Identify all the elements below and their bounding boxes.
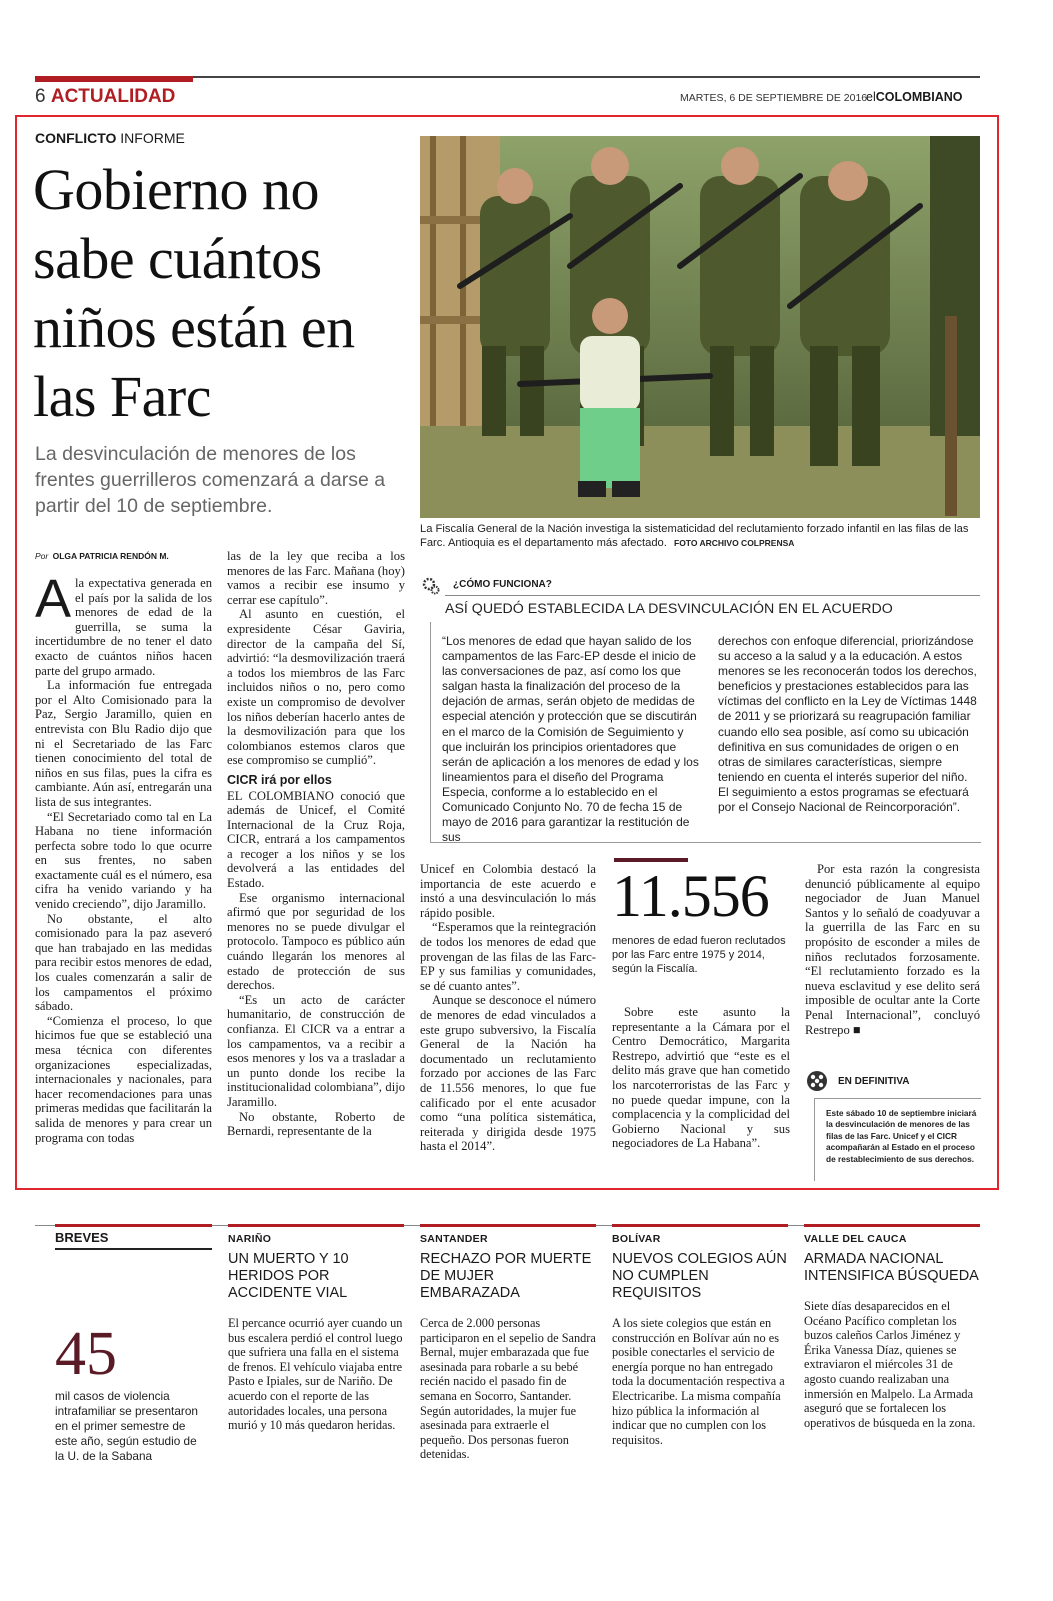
breve-body: Siete días desaparecidos en el Océano Pacífico completan los buzos caleños Carlos Jiménez y Érika Vanessa Díaz, quienes se extraviaron el miércoles 31 de agosto cuando realizaban una inmersión en Malpelo. La Armada aseguró que se fortalecen los operativos de búsqueda en la zona. <box>804 1299 976 1430</box>
subhead-cicr: CICR irá por ellos <box>227 772 332 787</box>
paragraph: Ese organismo internacional afirmó que por seguridad de los menores no se puede divulgar el protocolo. Tampoco es público aún cuándo llegarán los menores al estado de protección de sus derechos. <box>227 890 405 993</box>
paragraph: La información fue entregada por el Alto Comisionado para la Paz, Sergio Jaramillo, quien en entrevista con Blu Radio dijo que ni el Secretariado de las Farc tienen conocimiento del total de niños en sus filas, pues la cifra es cambiante. Aún así, entregarán una lista de sus integrantes. <box>35 678 212 809</box>
paragraph: Unicef en Colombia destacó la importancia de este acuerdo e instó a una desvinculación lo más rápido posible. <box>420 862 596 920</box>
breve-title: ARMADA NACIONAL INTENSIFICA BÚSQUEDA <box>804 1251 979 1284</box>
article-column-4 <box>612 1005 790 1151</box>
box-title: ASÍ QUEDÓ ESTABLECIDA LA DESVINCULACIÓN EN EL ACUERDO <box>445 601 893 617</box>
breve-body: A los siete colegios que están en construcción en Bolívar aún no es posible conectarles el servicio de energía porque no han entregado toda la documentación respectiva a Electricaribe. La misma compañía hizo pública la información al indicar que no cumplen con los requisitos. <box>612 1316 785 1447</box>
paragraph: Sobre este asunto la representante a la Cámara por el Centro Democrático, Margarita Restrepo, advirtió que “este es el delito más grave que han cometido los narcoterroristas de las Farc y no puede quedar impune, con la complacencia y la complicidad del Gobierno Nacional y sus negociadores de La Habana”. <box>612 1005 790 1151</box>
paragraph: No obstante, el alto comisionado para la paz aseveró que han trabajado en las medidas para recibir estos menores de edad, los cuales comenzarán a salir de los campamentos el próximo sábado. <box>35 911 212 1014</box>
header-section <box>35 87 175 107</box>
paragraph: No obstante, Roberto de Bernardi, representante de la <box>227 1109 405 1139</box>
breves-label: BREVES <box>55 1230 109 1245</box>
section-name: ACTUALIDAD <box>50 86 176 107</box>
breve-rule <box>804 1224 980 1227</box>
breve-body: El percance ocurrió ayer cuando un bus escalera perdió el control luego que sufriera una falla en el sistema de frenos. El vehículo viajaba entre Pasto e Ipiales, sur de Nariño. De acuerdo con el reporte de las autoridades locales, una persona murió y 10 más quedaron heridas. <box>228 1316 403 1433</box>
definitiva-label: EN DEFINITIVA <box>838 1076 910 1087</box>
paragraph: Al asunto en cuestión, el expresidente César Gaviria, director de la campaña del Sí, advirtió: “la desmovilización traerá a todos los miembros de las Farc incluidos niños o no, pero como existe un compromiso de devolver los niños deberían hacerlo antes de la desmovilización para que los colombianos estemos claros que ese compromiso se cumplió”. <box>227 607 405 768</box>
breve-region: SANTANDER <box>420 1233 488 1245</box>
paragraph: EL COLOMBIANO conoció que además de Unicef, el Comité Internacional de la Cruz Roja, CICR, entrará a los campamentos a recoger a los niños y se los devolverá a las entidades del Estado. <box>227 788 405 891</box>
breve-region: NARIÑO <box>228 1233 272 1245</box>
headline: Gobierno no sabe cuántos niños están en las Farc <box>33 157 355 429</box>
breve-rule <box>228 1224 404 1227</box>
byline: Por OLGA PATRICIA RENDÓN M. <box>35 551 169 561</box>
breve-title: RECHAZO POR MUERTE DE MUJER EMBARAZADA <box>420 1251 592 1301</box>
photo-credit: FOTO ARCHIVO COLPRENSA <box>674 538 795 548</box>
box-column-2: derechos con enfoque diferencial, priorizándose su acceso a la salud y a la educación. A estos menores se les reconocerán todos los derechos, beneficios y prestaciones establecidos para las víctimas del conflicto en la Ley de Víctimas 1448 de 2011 y se priorizará su reagrupación familiar cuando ello sea posible, así como su ubicación definitiva en sus comunidades de origen o en otras de similares características, siempre teniendo en cuenta el interés superior del niño. El seguimiento a estos programas se efectuará por el Consejo Nacional de Reincorporación”. <box>718 634 977 815</box>
box-rule <box>445 595 980 596</box>
header-brand: elCOLOMBIANO <box>866 90 963 104</box>
breves-label-bar <box>55 1224 212 1227</box>
article-kicker: CONFLICTO INFORME <box>35 130 185 146</box>
article-column-5 <box>805 862 980 1037</box>
stat-text: menores de edad fueron reclutados por las Farc entre 1975 y 2014, según la Fiscalía. <box>612 935 786 975</box>
breves-stat-text: mil casos de violencia intrafamiliar se presentaron en el primer semestre de este año, según estudio de la U. de la Sabana <box>55 1389 198 1463</box>
breves-label-underline <box>55 1248 212 1250</box>
article-photo <box>420 136 980 518</box>
page-number: 6 <box>35 86 46 107</box>
paragraph: “Esperamos que la reintegración de todos los menores de edad que provengan de las filas de las Farc-EP y sus familias y comunidades, se dé cuanto antes”. <box>420 920 596 993</box>
stat-number: 11.556 <box>612 863 769 929</box>
dropcap: A <box>35 569 72 629</box>
gear-icon <box>422 577 440 595</box>
paragraph: Por esta razón la congresista denunció públicamente al equipo negociador de Juan Manuel Santos y lo señaló de coadyuvar a la guerrilla de las Farc en su propósito de esconder a miles de niños reclutados forzosamente. “El reclutamiento forzado es la nueva esclavitud y ese delito será imposible de ocultar ante la Corte Penal Internacional”, concluyó Restrepo ■ <box>805 862 980 1037</box>
definitiva-icon <box>806 1070 828 1092</box>
box-label: ¿CÓMO FUNCIONA? <box>453 579 552 590</box>
stat-rule <box>614 858 688 862</box>
box-column-1: “Los menores de edad que hayan salido de los campamentos de las Farc-EP desde el inicio de las conversaciones de paz, así como los que salgan hasta la finalización del proceso de la dejación de armas, serán objeto de medidas de especial atención y protección que se discutirán en el marco de la Comisión de Seguimiento y que incluirán los principios orientadores que serán de aplicación a los menores de edad y los lineamientos para el diseño del Programa Especia, conforme a lo establecido en el Comunicado Conjunto No. 70 de fecha 15 de mayo de 2016 para garantizar la restitución de sus <box>442 634 699 845</box>
article-column-3 <box>420 862 596 1154</box>
breve-nariño <box>228 1224 404 1433</box>
breve-santander <box>420 1224 596 1462</box>
definitiva-text: Este sábado 10 de septiembre iniciará la desvinculación de menores de las filas de las Farc. Unicef y el CICR acompañarán al Estado en el proceso de restablecimiento de sus derechos. <box>826 1108 977 1164</box>
header-red-tab <box>35 76 193 82</box>
paragraph: las de la ley que reciba a los menores de las Farc. Mañana (hoy) vamos a recibir ese insumo y cerrar ese capítulo”. <box>227 549 405 607</box>
breve-rule <box>420 1224 596 1227</box>
paragraph: “Comienza el proceso, lo que hicimos fue que se estableció una mesa técnica con diferentes organizaciones especializadas, internacionales y nacionales, para hacer recomendaciones para unas primeras medidas que facilitarán la salida de menores y para crear un programa con todas <box>35 1013 212 1145</box>
column-1-lead: Ala expectativa generada en el país por la salida de los menores de edad de la guerrilla, se suma la incertidumbre de no tener el dato exacto de cuántos niños hacen parte del grupo armado. <box>35 569 212 678</box>
photo-caption: La Fiscalía General de la Nación investiga la sistematicidad del reclutamiento forzado infantil en las filas de las Farc. Antioquia es el departamento más afectado. FOTO ARCHIVO COLPRENSA <box>420 523 969 549</box>
paragraph: “El Secretariado como tal en La Habana no tiene información perfecta sobre todo lo que ocurre en sus frentes, no saben exactamente cuál es el número, esa cifra ha venido variando y ha venido creciendo”, dijo Jaramillo. <box>35 809 212 912</box>
breve-valle-del-cauca <box>804 1224 980 1430</box>
breve-title: UN MUERTO Y 10 HERIDOS POR ACCIDENTE VIAL <box>228 1251 349 1301</box>
header-date: MARTES, 6 DE SEPTIEMBRE DE 2016 <box>680 92 868 104</box>
breve-title: NUEVOS COLEGIOS AÚN NO CUMPLEN REQUISITOS <box>612 1251 787 1301</box>
paragraph: “Es un acto de carácter humanitario, de construcción de confianza. El CICR va a entrar a los campamentos, va a recibir a esos menores y los va a trasladar a un punto donde los recibe la institucionalidad colombiana”, dijo Jaramillo. <box>227 992 405 1109</box>
article-column-2 <box>227 549 405 1139</box>
breve-body: Cerca de 2.000 personas participaron en el sepelio de Sandra Bernal, mujer embarazada que fue asesinada para robarle a su bebé recién nacido el pasado fin de semana en Socorro, Santander. Según autoridades, la mujer fue asesinada para extraerle el pequeño. Dos personas fueron detenidas. <box>420 1316 596 1462</box>
breve-region: VALLE DEL CAUCA <box>804 1233 907 1245</box>
subheadline: La desvinculación de menores de los frentes guerrilleros comenzará a darse a partir del 10 de septiembre. <box>35 443 386 517</box>
breves-stat-number: 45 <box>55 1320 117 1388</box>
article-column-1 <box>35 569 212 1145</box>
breve-region: BOLÍVAR <box>612 1233 661 1245</box>
breve-rule <box>612 1224 788 1227</box>
photo-illustration <box>420 136 980 518</box>
paragraph: Aunque se desconoce el número de menores de edad vinculados a este grupo subversivo, la Fiscalía General de la Nación ha documentado un reclutamiento forzado por acciones de las Farc de 11.556 menores, lo que fue calificado por el ente acusador como “una política sistemática, reiterada y dirigida desde 1975 hasta el 2014”. <box>420 993 596 1154</box>
breve-bolivar <box>612 1224 788 1447</box>
